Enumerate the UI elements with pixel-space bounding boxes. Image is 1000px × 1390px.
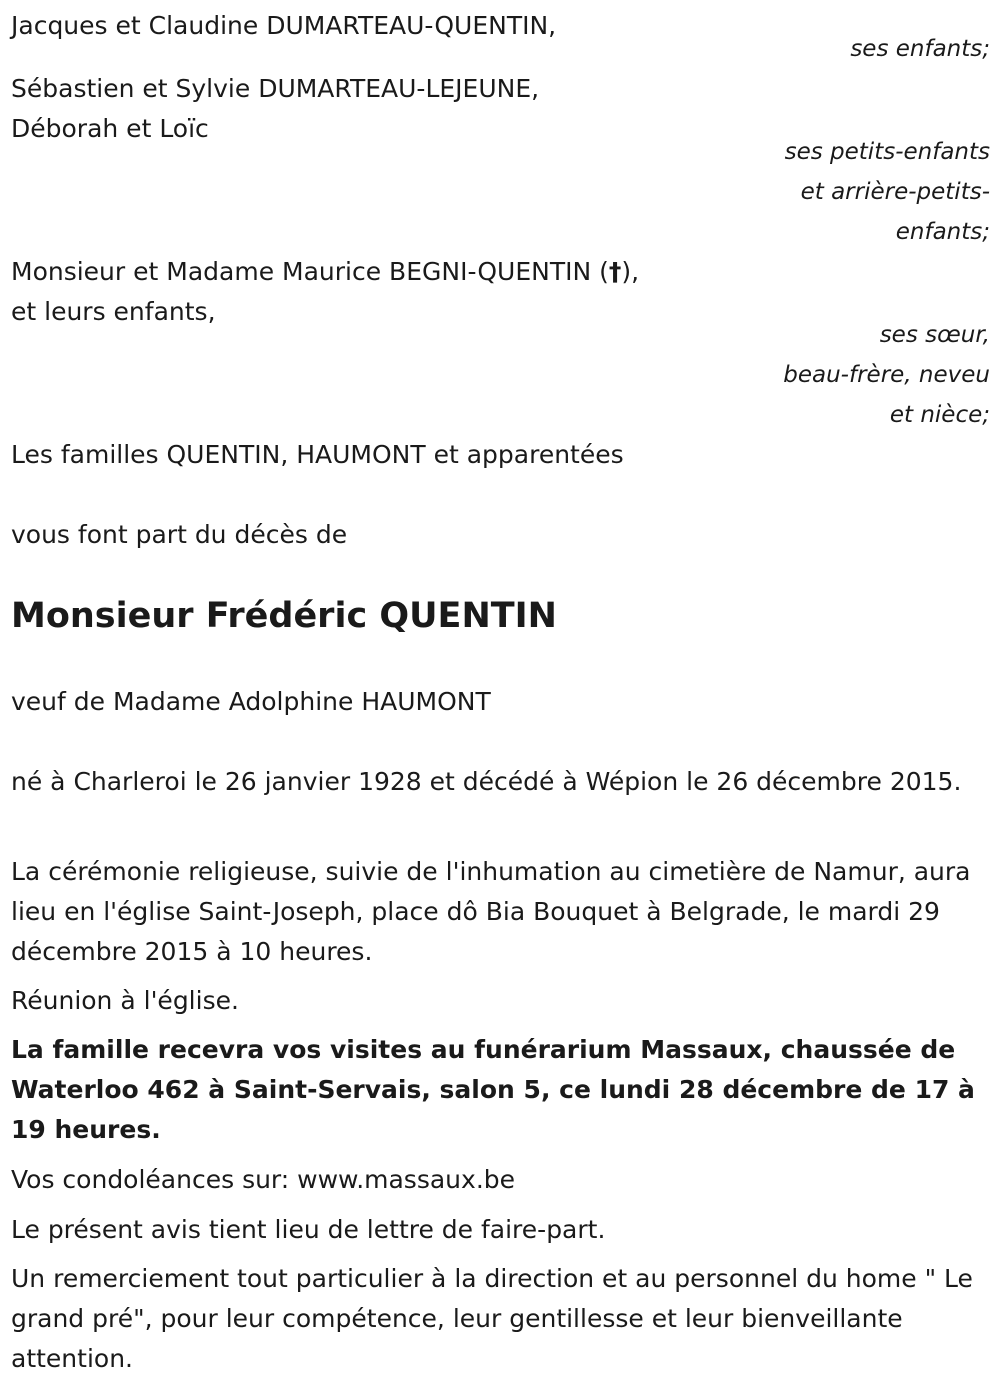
role-children: ses enfants; (850, 36, 990, 62)
deceased-name: Monsieur Frédéric QUENTIN (11, 596, 557, 636)
birth-death: né à Charleroi le 26 janvier 1928 et décédé à Wépion le 26 décembre 2015. (11, 767, 962, 796)
role-grandchildren-1: ses petits-enfants (784, 139, 990, 165)
condolences-text: Vos condoléances sur: www.massaux.be (11, 1165, 516, 1194)
role-grandchildren-2: et arrière-petits- (800, 179, 990, 205)
cross-icon: † (608, 257, 622, 286)
family-line-sister (11, 252, 639, 292)
intro-text: vous font part du décès de (11, 520, 348, 549)
meeting-text: Réunion à l'église. (11, 986, 239, 1015)
sister-name-suffix: ), (621, 257, 640, 286)
role-grandchildren-3: enfants; (895, 219, 990, 245)
role-sister-2: beau-frère, neveu (783, 362, 990, 388)
role-sister-1: ses sœur, (879, 322, 990, 348)
ceremony-text: La cérémonie religieuse, suivie de l'inhumation au cimetière de Namur, aura lieu en l'église Saint-Joseph, place dô Bia Bouquet à Belgrade, le mardi 29 décembre 2015 à 10 heures. (11, 857, 971, 966)
sister-name-prefix: Monsieur et Madame Maurice BEGNI-QUENTIN ( (11, 257, 609, 286)
role-sister-3: et nièce; (889, 402, 990, 428)
family-line-related: Les familles QUENTIN, HAUMONT et apparentées (11, 440, 624, 469)
family-line-children: Jacques et Claudine DUMARTEAU-QUENTIN, (11, 11, 557, 40)
family-line-grandchildren-2: Déborah et Loïc (11, 114, 209, 143)
widower-of: veuf de Madame Adolphine HAUMONT (11, 687, 491, 716)
thanks-text: Un remerciement tout particulier à la direction et au personnel du home " Le grand pré", pour leur compétence, leur gentillesse et leur bienveillante attention. (11, 1264, 973, 1373)
family-line-grandchildren-1: Sébastien et Sylvie DUMARTEAU-LEJEUNE, (11, 74, 540, 103)
visits-text: La famille recevra vos visites au funérarium Massaux, chaussée de Waterloo 462 à Saint-Servais, salon 5, ce lundi 28 décembre de 17 à 19 heures. (11, 1035, 975, 1144)
family-line-sister-children: et leurs enfants, (11, 297, 216, 326)
notice-text: Le présent avis tient lieu de lettre de faire-part. (11, 1215, 606, 1244)
